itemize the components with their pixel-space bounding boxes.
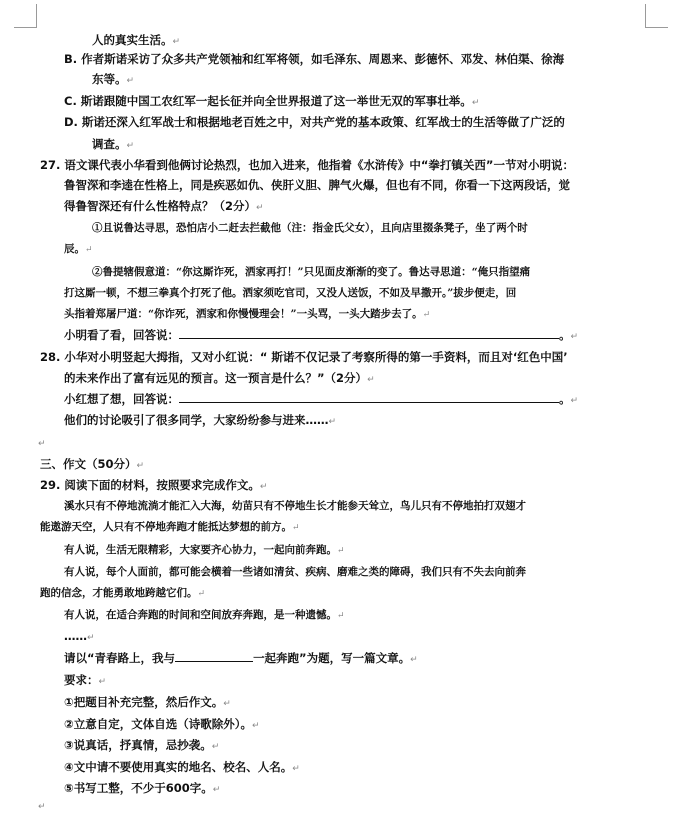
title-blank <box>175 650 253 662</box>
empty-line <box>38 797 46 815</box>
material-line: 有人说，生活无限精彩，大家要齐心协力，一起向前奔跑。↵ <box>64 544 345 556</box>
paragraph-mark-icon: ↵ <box>172 37 181 47</box>
paragraph-mark-icon: ↵ <box>197 589 206 599</box>
text-line: 得鲁智深还有什么性格特点？（2分）↵ <box>64 199 264 213</box>
paragraph-mark-icon: ↵ <box>570 396 579 406</box>
paragraph-mark-icon: ↵ <box>211 742 220 752</box>
text-line: 他们的讨论吸引了很多同学，大家纷纷参与进来……↵ <box>64 413 337 427</box>
material-line: 有人说，每个人面前，都可能会横着一些诸如清贫、疾病、磨难之类的障碍，我们只有不失去向前奔 <box>64 566 526 578</box>
material-line: 溪水只有不停地流淌才能汇入大海，幼苗只有不停地生长才能参天耸立，鸟儿只有不停地拍打双翅才 <box>64 500 526 512</box>
crop-mark-right-horizontal <box>645 27 668 28</box>
requirement-item: ⑤书写工整，不少于600字。↵ <box>64 781 221 795</box>
paragraph-mark-icon: ↵ <box>87 633 95 643</box>
text-line: 调查。↵ <box>92 137 135 151</box>
question-27-line: 27. 语文课代表小华看到他俩讨论热烈，也加入进来，他指着《水浒传》中“拳打镇关西”一节对小明说： <box>40 158 574 172</box>
paragraph-mark-icon: ↵ <box>292 764 300 774</box>
quote-line: 辰。↵ <box>64 243 93 255</box>
ellipsis-line: ……↵ <box>64 629 95 643</box>
paragraph-mark-icon: ↵ <box>471 98 480 108</box>
text-line: 人的真实生活。↵ <box>92 33 181 47</box>
requirement-item: ①把题目补充完整，然后作文。↵ <box>64 695 231 709</box>
essay-title-line: 请以“青春路上，我与 一起奔跑”为题，写一篇文章。↵ <box>64 651 418 665</box>
paragraph-mark-icon: ↵ <box>259 482 268 492</box>
paragraph-mark-icon: ↵ <box>212 785 221 795</box>
quote-line: 头指着郑屠尸道：“你诈死，洒家和你慢慢理会！”一头骂，一头大踏步去了。↵ <box>64 308 431 320</box>
paragraph-mark-icon: ↵ <box>337 611 345 621</box>
answer-blank <box>179 327 559 339</box>
paragraph-mark-icon: ↵ <box>410 655 418 665</box>
answer-line: 小红想了想，回答说： 。↵ <box>64 392 579 406</box>
requirements-heading: 要求：↵ <box>64 673 107 687</box>
paragraph-mark-icon: ↵ <box>256 203 264 213</box>
text-line: D. 斯诺还深入红军战士和根据地老百姓之中，对共产党的基本政策、红军战士的生活等做了广泛的 <box>64 115 565 129</box>
paragraph-mark-icon: ↵ <box>126 76 135 86</box>
paragraph-mark-icon: ↵ <box>98 677 107 687</box>
quote-line: ②鲁提辖假意道：“你这厮诈死，洒家再打！”只见面皮渐渐的变了。鲁达寻思道：“俺只指望痛 <box>92 266 531 278</box>
answer-line: 小明看了看，回答说： 。↵ <box>64 328 579 342</box>
material-line: 能遨游天空，人只有不停地奔跑才能抵达梦想的前方。↵ <box>40 521 300 533</box>
text-line: C. 斯诺跟随中国工农红军一起长征并向全世界报道了这一举世无双的军事壮举。↵ <box>64 94 480 108</box>
paragraph-mark-icon: ↵ <box>367 375 375 385</box>
quote-line: ①且说鲁达寻思，恐怕店小二赶去拦截他（注：指金氏父女），且向店里掇条凳子，坐了两个时 <box>92 222 528 234</box>
text-line: 鲁智深和李逵在性格上，同是疾恶如仇、侠肝义胆、脾气火爆，但也有不同，你看一下这两段话，觉 <box>64 178 570 192</box>
paragraph-mark-icon: ↵ <box>328 417 337 427</box>
paragraph-mark-icon: ↵ <box>85 245 93 255</box>
crop-mark-right-vertical <box>645 4 646 28</box>
crop-mark-left-vertical <box>36 4 37 28</box>
paragraph-mark-icon: ↵ <box>292 523 300 533</box>
section-heading: 三、作文（50分）↵ <box>40 457 145 471</box>
paragraph-mark-icon: ↵ <box>223 699 231 709</box>
empty-line <box>38 434 46 452</box>
paragraph-mark-icon: ↵ <box>38 802 46 812</box>
quote-line: 打这厮一顿，不想三拳真个打死了他。洒家须吃官司，又没人送饭，不如及早撒开。”拔步便走，回 <box>64 287 517 299</box>
paragraph-mark-icon: ↵ <box>126 141 135 151</box>
paragraph-mark-icon: ↵ <box>337 546 345 556</box>
material-line: 跑的信念，才能勇敢地跨越它们。↵ <box>40 587 206 599</box>
text-line: 的未来作出了富有远见的预言。这一预言是什么？”（2分）↵ <box>64 371 375 385</box>
paragraph-mark-icon: ↵ <box>252 721 260 731</box>
text-line: B. 作者斯诺采访了众多共产党领袖和红军将领，如毛泽东、周恩来、彭德怀、邓发、林伯渠、徐海 <box>64 52 565 66</box>
paragraph-mark-icon: ↵ <box>570 332 579 342</box>
paragraph-mark-icon: ↵ <box>136 461 145 471</box>
requirement-item: ②立意自定，文体自选（诗歌除外）。↵ <box>64 717 260 731</box>
question-28-line: 28. 小华对小明竖起大拇指，又对小红说：“ 斯诺不仅记录了考察所得的第一手资料，而且对‘红色中国’ <box>40 350 568 364</box>
paragraph-mark-icon: ↵ <box>422 310 431 320</box>
requirement-item: ③说真话，抒真情，忌抄袭。↵ <box>64 738 220 752</box>
paragraph-mark-icon: ↵ <box>38 439 46 449</box>
material-line: 有人说，在适合奔跑的时间和空间放弃奔跑，是一种遗憾。↵ <box>64 609 345 621</box>
requirement-item: ④文中请不要使用真实的地名、校名、人名。↵ <box>64 760 300 774</box>
answer-blank <box>179 391 559 403</box>
crop-mark-left-horizontal <box>14 27 37 28</box>
text-line: 东等。↵ <box>92 72 135 86</box>
question-29-line: 29. 阅读下面的材料，按照要求完成作文。↵ <box>40 478 268 492</box>
